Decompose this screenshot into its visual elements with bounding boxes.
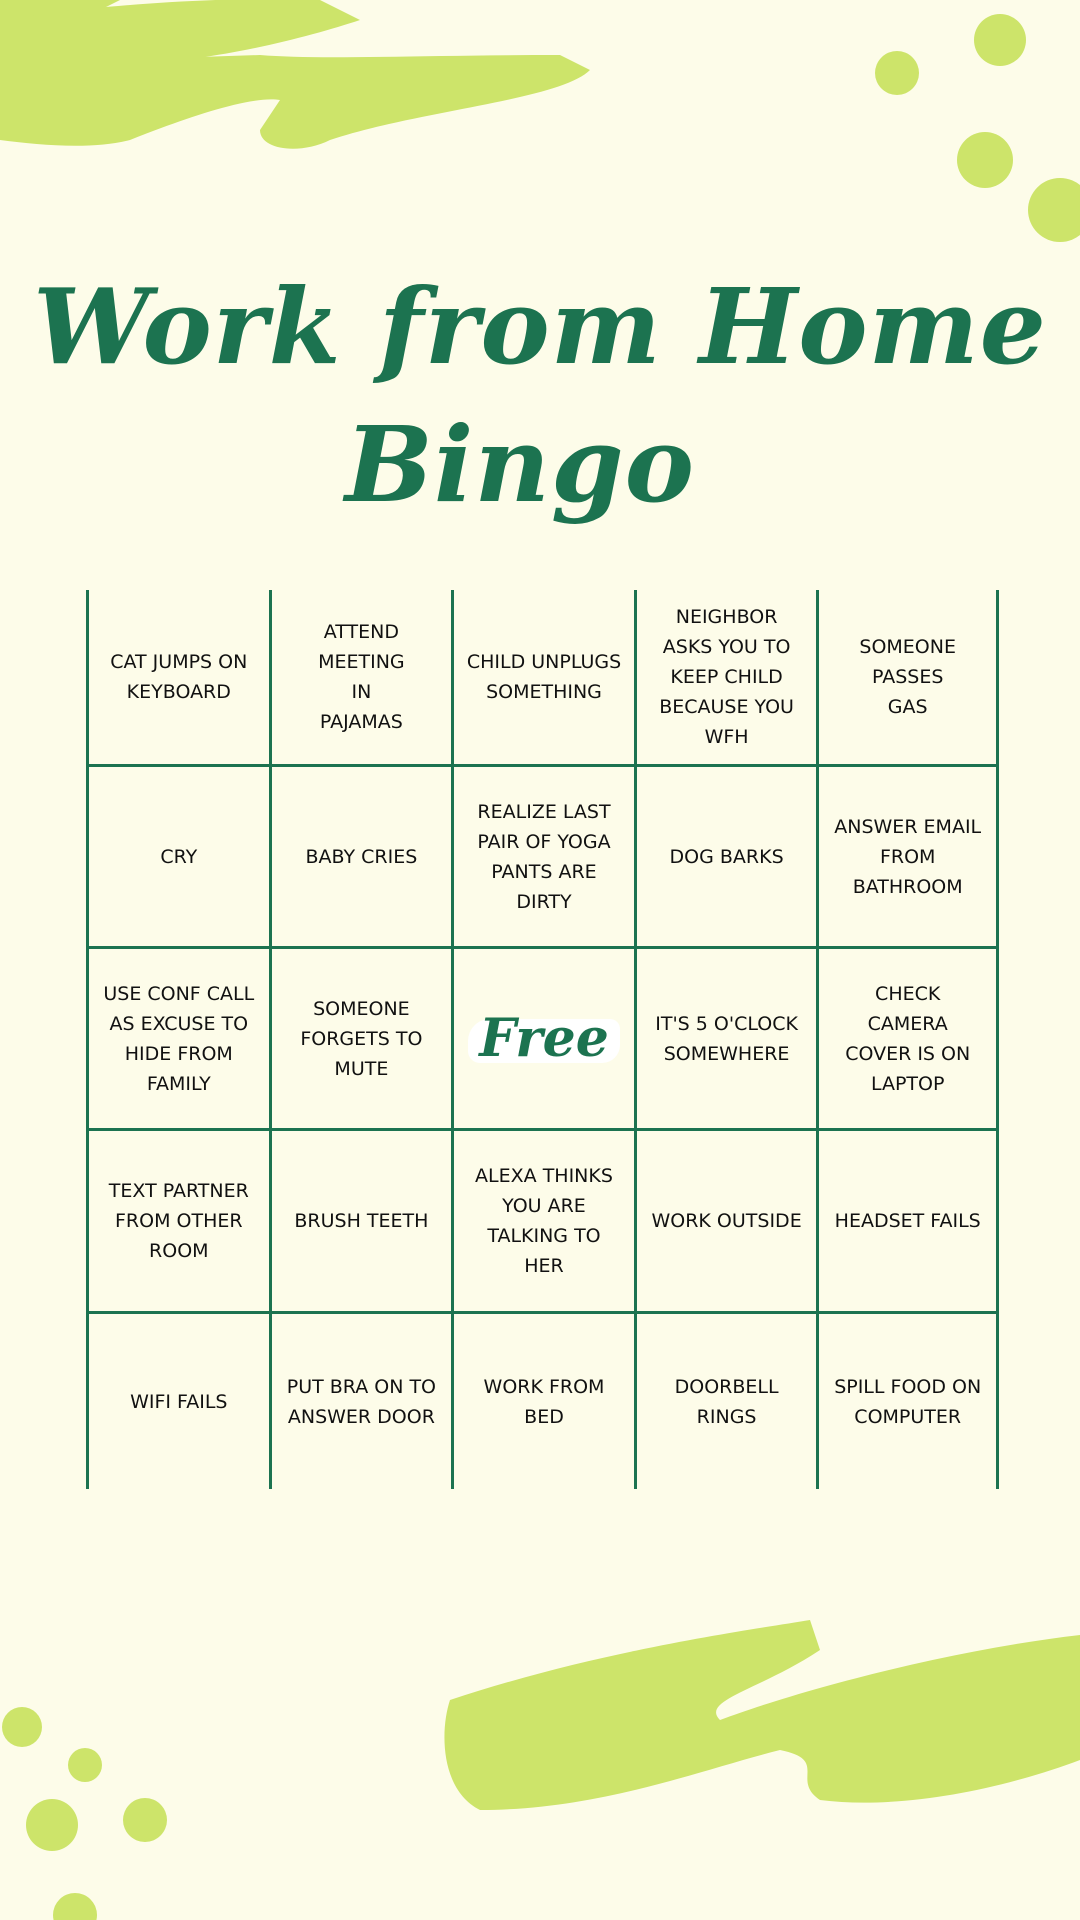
bingo-cell-label: CHECK CAMERA COVER IS ON LAPTOP [845, 982, 971, 1095]
bingo-cell[interactable] [634, 590, 817, 767]
page-subtitle: Bingo [344, 403, 696, 526]
bingo-cell[interactable] [86, 1131, 269, 1314]
bingo-cell[interactable] [816, 1131, 999, 1314]
bingo-cell-label: SPILL FOOD ON COMPUTER [834, 1375, 982, 1428]
bingo-cell[interactable] [451, 590, 634, 767]
bingo-cell-label: PUT BRA ON TO ANSWER DOOR [286, 1375, 437, 1428]
bingo-cell[interactable] [269, 767, 452, 949]
bingo-cell[interactable] [816, 1314, 999, 1489]
bingo-cell-label: BRUSH TEETH [294, 1210, 429, 1232]
bingo-cell-label: SOMEONE PASSES GAS [859, 636, 956, 718]
bingo-cell-label: WORK FROM BED [483, 1375, 605, 1428]
bingo-cell-label: HEADSET FAILS [834, 1210, 981, 1232]
bingo-cell[interactable] [451, 1314, 634, 1489]
bingo-cell[interactable] [86, 1314, 269, 1489]
bingo-cell[interactable] [86, 767, 269, 949]
bingo-cell-label: SOMEONE FORGETS TO MUTE [300, 997, 423, 1080]
bingo-cell[interactable] [634, 767, 817, 949]
bingo-cell-label: Free [479, 1007, 609, 1069]
bingo-cell-label: DOG BARKS [669, 845, 784, 868]
bingo-cell-label: CHILD UNPLUGS SOMETHING [466, 651, 622, 703]
bingo-cell[interactable] [816, 767, 999, 949]
bingo-cell-label: ANSWER EMAIL FROM BATHROOM [834, 815, 982, 898]
bingo-cell[interactable] [269, 590, 452, 767]
bingo-cell-label: ATTEND MEETING IN PAJAMAS [318, 621, 405, 733]
bingo-cell[interactable] [451, 767, 634, 949]
bingo-cell-label: USE CONF CALL AS EXCUSE TO HIDE FROM FAMILY [103, 982, 255, 1095]
bingo-cell-label: BABY CRIES [305, 845, 418, 868]
bingo-cell[interactable] [816, 949, 999, 1131]
bingo-cell[interactable] [451, 1131, 634, 1314]
bingo-cell-label: IT'S 5 O'CLOCK SOMEWHERE [655, 1012, 798, 1065]
bingo-cell-label: CAT JUMPS ON KEYBOARD [110, 651, 248, 703]
bingo-cell-label: REALIZE LAST PAIR OF YOGA PANTS ARE DIRTY [477, 800, 611, 913]
bingo-cell-label: TEXT PARTNER FROM OTHER ROOM [108, 1180, 249, 1262]
bingo-cell-label: NEIGHBOR ASKS YOU TO KEEP CHILD BECAUSE YOU WFH [659, 606, 794, 748]
bingo-cell[interactable] [634, 1314, 817, 1489]
page-title: Work from Home [33, 265, 1047, 388]
bingo-cell[interactable] [816, 590, 999, 767]
bingo-cell-label: DOORBELL RINGS [674, 1375, 779, 1428]
bingo-cell[interactable] [86, 590, 269, 767]
bingo-cell[interactable] [634, 949, 817, 1131]
bingo-cell-label: ALEXA THINKS YOU ARE TALKING TO HER [475, 1165, 613, 1277]
bingo-cell[interactable] [634, 1131, 817, 1314]
bingo-cell-label: WORK OUTSIDE [651, 1210, 802, 1232]
bingo-grid [86, 590, 999, 1489]
bingo-cell-label: CRY [160, 845, 198, 868]
bingo-cell[interactable] [269, 1314, 452, 1489]
bingo-cell[interactable] [86, 949, 269, 1131]
bingo-cell[interactable] [269, 1131, 452, 1314]
bingo-cell-label: WIFI FAILS [130, 1390, 228, 1413]
bingo-cell-free[interactable] [451, 949, 634, 1131]
bingo-cell[interactable] [269, 949, 452, 1131]
